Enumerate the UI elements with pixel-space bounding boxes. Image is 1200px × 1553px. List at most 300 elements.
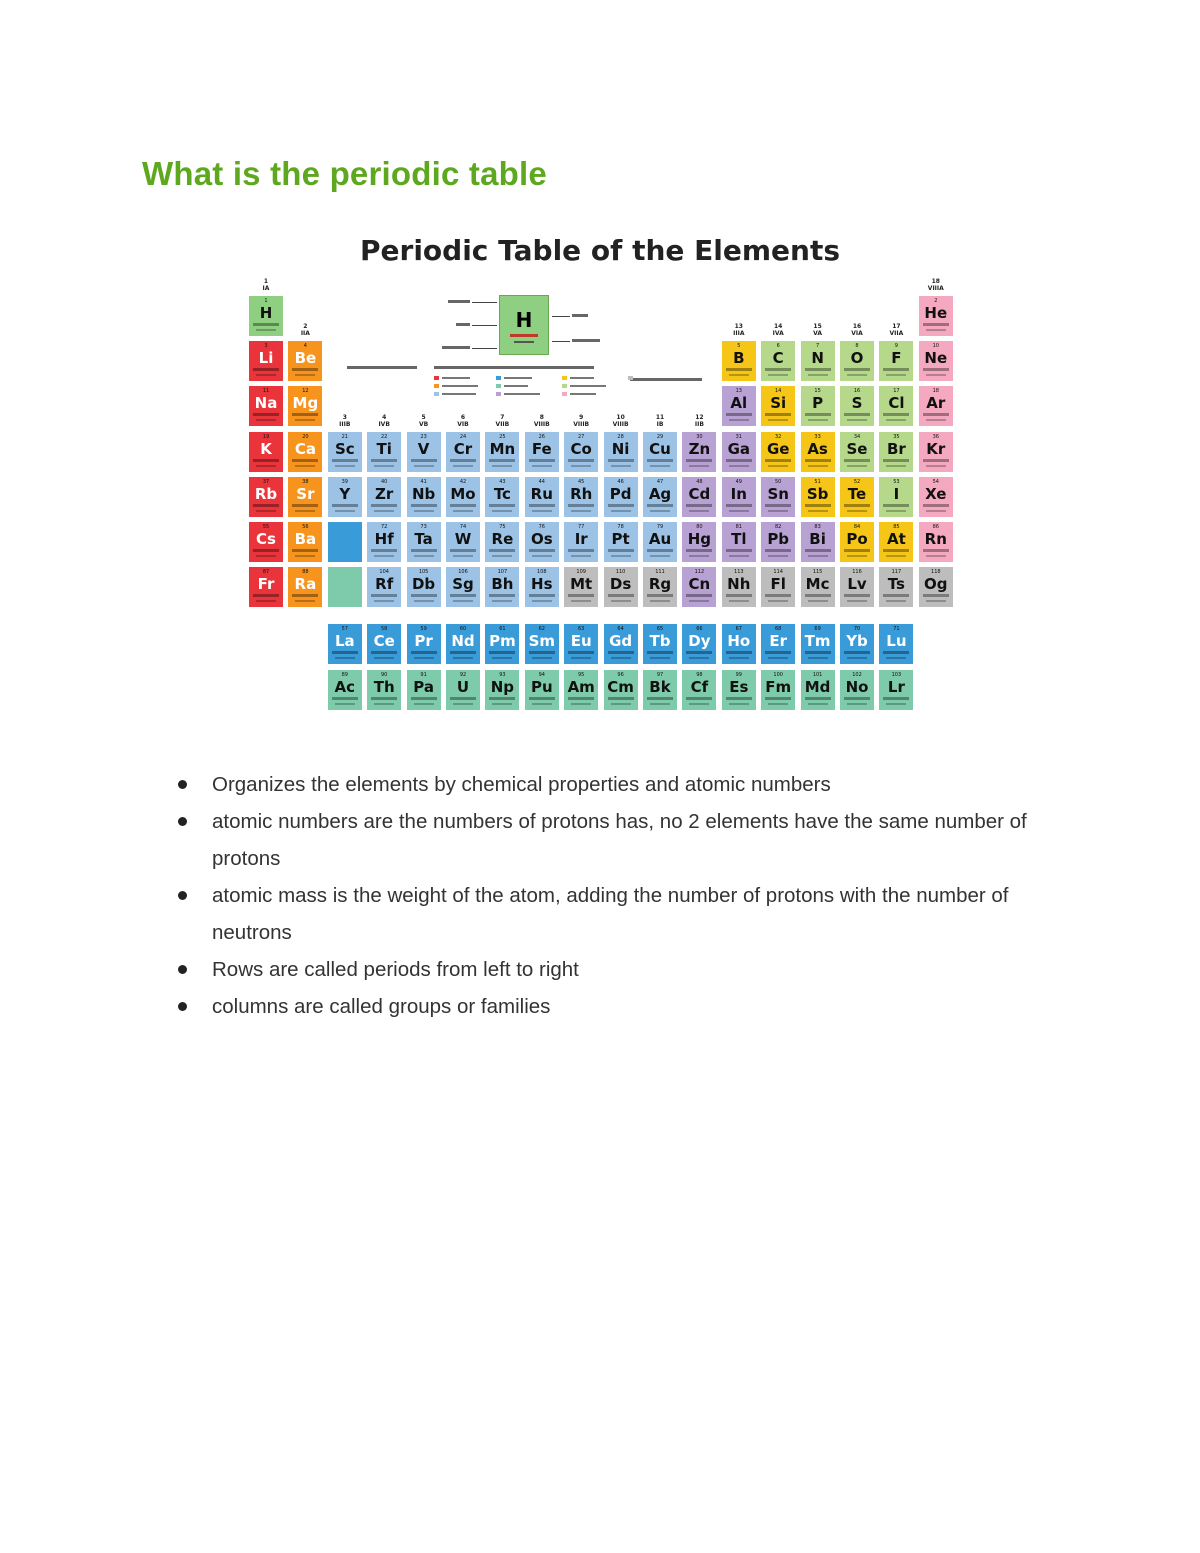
group-roman: VIIA [889,330,904,338]
element-name-line [411,459,437,462]
element-mass-line [729,465,749,467]
element-number: 113 [734,569,744,576]
element-name-line [883,549,909,552]
element-symbol: Ti [376,439,392,458]
element-symbol: Hf [374,530,394,548]
element-number: 48 [696,478,703,485]
element-mass-line [453,465,473,467]
element-Es [721,669,757,711]
element-name-line [883,413,909,416]
element-number: 25 [499,433,506,440]
element-symbol: Mc [805,575,830,594]
element-number: 53 [893,478,900,485]
element-mass-line [768,510,788,512]
group-label-14 [760,323,796,337]
element-mass-line [295,374,315,376]
element-name-line [686,549,712,552]
element-mass-line [532,703,552,705]
element-No [839,669,875,711]
element-symbol: Lr [887,677,905,696]
element-name-line [765,459,791,462]
element-symbol: Ac [334,677,356,696]
element-number: 46 [617,478,624,485]
group-label-5 [406,414,442,428]
element-Y [327,476,363,518]
element-name-line [371,697,397,700]
element-name-line [371,594,397,597]
element-Dy [681,623,717,665]
group-number: 6 [460,413,466,421]
bullet-dot [178,965,187,974]
element-symbol: Tl [731,530,747,548]
element-symbol: Ca [294,439,316,458]
element-mass-line [571,600,591,602]
element-mass-line [611,555,631,557]
element-mass-line [886,657,906,659]
element-number: 99 [735,671,742,678]
group-roman: VIIIB [533,420,550,428]
element-name-line [450,549,476,552]
legend-pointer [552,316,570,317]
element-number: 28 [617,433,624,440]
legend-swatch [496,376,501,380]
element-number: 94 [538,671,545,678]
element-mass-line [768,465,788,467]
element-mass-line [335,657,355,659]
element-symbol: Ag [648,484,672,503]
element-name-line [805,413,831,416]
element-symbol: Tb [649,632,671,651]
legend-label-line [572,339,600,342]
element-Tl [721,521,757,563]
element-number: 16 [853,388,861,395]
element-name-line [529,459,555,462]
element-number: 108 [537,569,547,576]
element-name-line [411,697,437,700]
element-symbol: Kr [926,439,946,458]
element-name-line [765,697,791,700]
element-V [406,431,442,473]
element-number: 55 [262,524,270,530]
element-name-line [568,504,594,507]
element-mass-line [453,657,473,659]
element-S [839,385,875,427]
group-roman: IA [262,285,270,292]
element-Nd [445,623,481,665]
element-name-line [726,697,752,700]
element-Sg [445,566,481,608]
element-number: 49 [735,478,742,485]
element-mass-line [256,329,276,331]
element-number: 115 [812,569,823,576]
element-number: 8 [855,343,859,350]
bullet-text: Rows are called periods from left to right [212,958,579,981]
element-name-line [292,413,318,416]
element-Bh [484,566,520,608]
element-symbol: Ne [924,349,948,368]
group-label-16 [839,323,875,337]
element-mass-line [453,703,473,705]
element-name-line [332,697,358,700]
element-symbol: Sn [767,484,789,503]
element-mass-line [414,465,434,467]
element-symbol: Ni [611,439,630,458]
element-name-line [844,594,870,597]
element-number: 112 [694,569,705,576]
element-number: 105 [418,569,429,576]
element-name-line [450,459,476,462]
element-symbol: Al [730,394,748,413]
element-mass-line [571,510,591,512]
element-mass-line [335,703,355,705]
element-mass-line [650,555,670,557]
element-number: 4 [303,343,307,350]
element-Rf [366,566,402,608]
element-symbol: Ra [294,575,317,594]
group-roman: VIIB [495,420,510,428]
element-number: 61 [499,626,506,633]
group-roman: IIA [300,330,310,338]
element-number: 3 [264,343,268,350]
group-roman: IIIA [733,330,745,338]
element-number: 109 [576,569,586,576]
element-name-line [805,459,831,462]
element-symbol: Zn [688,439,711,458]
element-Nh [721,566,757,608]
element-mass-line [926,419,946,421]
element-mass-line [847,703,867,705]
element-number: 29 [656,433,664,440]
element-Sn [760,476,796,518]
element-symbol: Ds [609,575,632,594]
bullet-dot [178,780,187,789]
element-Np [484,669,520,711]
element-mass-line [492,703,512,705]
element-symbol: Au [648,530,672,548]
element-number: 37 [262,478,270,485]
element-name-line [923,549,949,552]
element-number: 85 [893,524,900,530]
element-name-line [765,368,791,371]
legend-text [504,393,540,395]
legend-key-tile [499,295,549,355]
group-label-4 [366,414,402,428]
element-number: 18 [932,388,939,395]
element-number: 51 [814,478,821,485]
element-symbol: La [334,632,355,651]
element-symbol: Bh [491,575,514,594]
element-symbol: Se [846,439,868,458]
element-mass-line [611,465,631,467]
element-symbol: In [730,484,747,503]
element-symbol: Pm [489,632,516,651]
element-number: 11 [262,388,270,395]
element-mass-line [808,703,828,705]
element-symbol: Rb [254,484,278,503]
element-mass-line [611,510,631,512]
element-name-line [253,323,279,326]
legend-swatch [562,392,567,396]
element-number: 21 [341,433,348,440]
element-symbol: Zr [375,484,394,503]
element-mass-line [847,465,867,467]
page-heading: What is the periodic table [142,155,547,192]
element-name-line [292,594,318,597]
group-roman: IIIB [339,420,351,428]
element-name-line [883,651,909,654]
element-name-line [647,697,673,700]
element-mass-line [256,510,276,512]
element-number: 50 [775,478,782,485]
element-name-line [883,368,909,371]
element-mass-line [886,703,906,705]
group-label-18 [918,278,954,292]
element-name-line [883,594,909,597]
element-name-line [489,594,515,597]
element-number: 7 [816,343,820,350]
element-Fr [248,566,284,608]
element-number: 60 [459,626,467,633]
element-number: 101 [812,671,823,678]
group-number: 14 [774,323,783,331]
element-symbol: Ts [887,575,905,594]
element-mass-line [335,510,355,512]
element-symbol: Th [373,677,395,696]
element-Ac [327,669,363,711]
element-number: 9 [894,343,898,350]
group-number: 9 [579,413,584,421]
element-mass-line [847,419,867,421]
element-Rn [918,521,954,563]
element-number: 80 [696,524,703,530]
group-roman: IVB [378,420,390,428]
legend-label-line [572,314,588,317]
element-number: 76 [538,524,545,530]
element-symbol: Nb [411,484,436,503]
element-Cr [445,431,481,473]
element-symbol: Re [491,530,514,548]
element-mass-line [886,374,906,376]
element-Xe [918,476,954,518]
element-name-line [726,594,752,597]
element-mass-line [689,555,709,557]
element-mass-line [808,465,828,467]
element-Rh [563,476,599,518]
element-number: 17 [893,388,900,395]
element-number: 67 [735,626,742,633]
element-symbol: As [807,439,828,458]
element-mass-line [689,657,709,659]
element-mass-line [729,555,749,557]
element-name-line [568,594,594,597]
element-name-line [805,549,831,552]
element-symbol: Rh [570,484,593,503]
element-symbol: Er [769,632,788,651]
element-number: 56 [302,524,309,530]
group-number: 7 [500,413,505,421]
element-mass-line [808,374,828,376]
element-In [721,476,757,518]
element-symbol: Nh [727,575,751,594]
group-label-1 [248,278,284,292]
element-number: 70 [853,626,861,633]
element-symbol: Cl [888,394,905,413]
element-symbol: W [454,530,472,548]
element-symbol: Db [411,575,436,594]
legend-label-line [456,323,470,326]
element-B [721,340,757,382]
element-symbol: Ta [414,530,433,548]
element-Ts [878,566,914,608]
element-name-line [489,651,515,654]
element-Eu [563,623,599,665]
element-Ir [563,521,599,563]
element-number: 91 [420,671,427,678]
element-number: 103 [891,671,902,678]
bullet-list [176,766,1076,1025]
element-number: 117 [891,569,902,576]
element-name-line [489,459,515,462]
element-Li [248,340,284,382]
element-Pm [484,623,520,665]
element-symbol: Ru [530,484,553,503]
element-symbol: Sg [452,575,474,594]
element-number: 107 [497,569,508,576]
element-symbol: Sc [334,439,355,458]
element-mass-line [729,657,749,659]
element-mass-line [926,555,946,557]
element-As [800,431,836,473]
element-number: 73 [420,524,427,530]
element-Pa [406,669,442,711]
element-name-line [411,594,437,597]
element-number: 14 [775,388,782,395]
element-mass-line [453,600,473,602]
legend-key-mass-line [514,341,534,343]
element-Ds [603,566,639,608]
element-name-line [686,504,712,507]
element-symbol: V [417,439,430,458]
element-number: 36 [932,433,939,440]
element-mass-line [571,703,591,705]
element-mass-line [492,600,512,602]
element-name-line [608,594,634,597]
element-Cs [248,521,284,563]
element-number: 5 [737,343,741,350]
bullet-item [176,877,1076,951]
element-mass-line [768,703,788,705]
element-Re [484,521,520,563]
element-Bi [800,521,836,563]
element-name-line [608,504,634,507]
element-number: 98 [696,671,703,678]
element-number: 62 [538,626,545,633]
element-number: 90 [381,671,388,678]
legend-heading-line [434,366,594,369]
group-number: 17 [892,323,901,331]
legend-text [442,377,470,379]
element-symbol: Na [254,394,278,413]
element-symbol: N [811,349,824,368]
element-symbol: Hg [687,530,712,548]
group-roman: IVA [772,330,784,338]
element-Yb [839,623,875,665]
legend-swatch [562,376,567,380]
element-symbol: Pt [611,530,630,548]
element-symbol: H [259,304,273,322]
element-symbol: Ce [373,632,395,651]
legend-text [504,385,528,387]
element-symbol: Lu [886,632,907,651]
element-Mn [484,431,520,473]
element-number: 83 [814,524,821,530]
element-number: 74 [459,524,467,530]
element-mass-line [926,600,946,602]
element-number: 96 [617,671,624,678]
element-number: 82 [775,524,782,530]
element-name-line [529,594,555,597]
element-name-line [686,697,712,700]
element-number: 66 [696,626,703,633]
legend-text [504,377,532,379]
element-number: 15 [814,388,821,395]
element-mass-line [847,374,867,376]
element-symbol: Gd [609,632,633,651]
element-mass-line [256,419,276,421]
element-name-line [253,459,279,462]
element-mass-line [295,510,315,512]
element-mass-line [847,600,867,602]
element-Fm [760,669,796,711]
element-symbol: Pu [530,677,553,696]
element-He [918,295,954,337]
element-mass-line [808,510,828,512]
element-name-line [726,368,752,371]
element-Sr [287,476,323,518]
element-symbol: Y [339,484,351,503]
element-symbol: Eu [570,632,592,651]
group-label-6 [445,414,481,428]
element-Ta [406,521,442,563]
group-label-17 [878,323,914,337]
element-symbol: Ir [574,530,588,548]
element-symbol: Sb [806,484,829,503]
legend-pointer [552,341,570,342]
periodic-table-figure [142,222,1058,726]
element-symbol: Og [924,575,948,594]
group-label-9 [563,414,599,428]
element-number: 81 [735,524,742,530]
element-name-line [765,504,791,507]
element-name-line [450,504,476,507]
element-Mo [445,476,481,518]
element-mass-line [414,703,434,705]
element-mass-line [532,600,552,602]
element-symbol: Tc [493,484,511,503]
legend-text [570,393,596,395]
element-symbol: Sm [528,632,556,651]
element-name-line [726,549,752,552]
element-Lu [878,623,914,665]
element-number: 84 [853,524,861,530]
group-label-8 [524,414,560,428]
element-number: 40 [381,478,388,485]
group-label-11 [642,414,678,428]
element-name-line [726,504,752,507]
element-symbol: Be [294,349,317,368]
group-roman: IB [656,420,664,428]
element-name-line [292,549,318,552]
